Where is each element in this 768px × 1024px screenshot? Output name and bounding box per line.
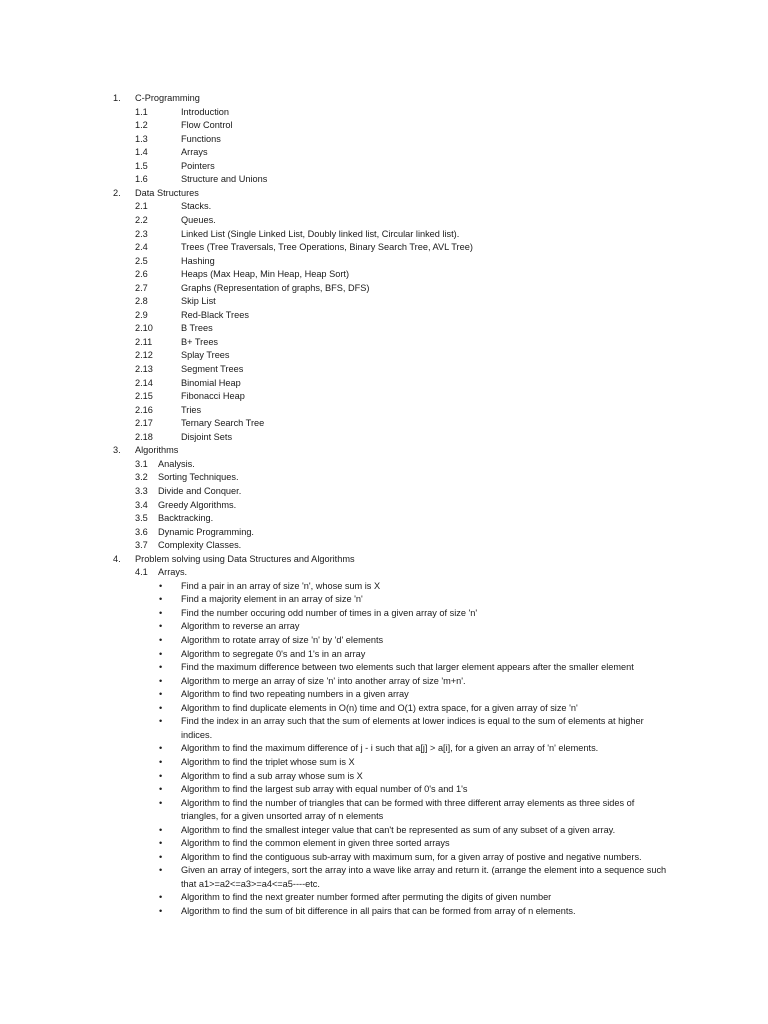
problem-item xyxy=(0,864,768,878)
problem-item xyxy=(0,661,768,675)
subsection-number: 2.17 xyxy=(135,418,153,429)
problem-item xyxy=(0,783,768,797)
problem-text: Algorithm to find a sub array whose sum is X xyxy=(181,770,363,781)
subsection-number: 2.13 xyxy=(135,364,153,374)
subsection-label: Skip List xyxy=(181,296,216,307)
problem-item xyxy=(0,797,768,811)
subsection-label: Tries xyxy=(181,404,202,415)
problem-item xyxy=(0,620,768,634)
subsection-number: 1.2 xyxy=(135,120,148,131)
section-heading xyxy=(0,92,768,106)
subsection-item xyxy=(0,268,768,282)
subsection-item xyxy=(0,106,768,120)
subsection-number: 2.2 xyxy=(135,214,148,225)
subsection-label: Queues. xyxy=(181,214,216,225)
subsection-item xyxy=(0,255,768,269)
subsection-label: Stacks. xyxy=(181,201,212,212)
section-heading xyxy=(0,553,768,567)
bullet-icon: • xyxy=(159,906,163,916)
problem-text: indices. xyxy=(181,729,213,740)
bullet-icon: • xyxy=(159,662,163,673)
subsection-label: Ternary Search Tree xyxy=(181,418,265,429)
section-number: 4. xyxy=(113,553,121,564)
bullet-icon: • xyxy=(159,716,163,727)
subsection-number: 2.15 xyxy=(135,391,153,402)
subsection-label: Arrays. xyxy=(158,567,188,578)
problem-text: Algorithm to find two repeating numbers in a given array xyxy=(181,689,409,700)
subsection-number: 2.8 xyxy=(135,296,148,307)
subsection-number: 2.3 xyxy=(135,228,148,239)
section-number: 2. xyxy=(113,187,121,198)
bullet-icon: • xyxy=(159,648,163,659)
problem-item xyxy=(0,891,768,905)
problem-text: Algorithm to merge an array of size 'n' into another array of size 'm+n'. xyxy=(181,675,466,686)
bullet-icon: • xyxy=(159,824,163,835)
problem-text: Algorithm to find the next greater number formed after permuting the digits of given number xyxy=(181,892,552,903)
subsection-item xyxy=(0,485,768,499)
subsection-number: 3.2 xyxy=(135,472,148,483)
bullet-icon: • xyxy=(159,797,163,808)
problem-text: Algorithm to rotate array of size 'n' by 'd' elements xyxy=(181,635,384,645)
subsection-label: Hashing xyxy=(181,255,215,266)
bullet-icon: • xyxy=(159,580,163,591)
subsection-item xyxy=(0,336,768,350)
subsection-label: Analysis. xyxy=(158,458,195,469)
subsection-label: Arrays xyxy=(181,147,208,158)
subsection-item xyxy=(0,146,768,160)
subsection-number: 2.16 xyxy=(135,404,153,415)
problem-item xyxy=(0,742,768,756)
subsection-label: Fibonacci Heap xyxy=(181,391,245,402)
subsection-item xyxy=(0,173,768,187)
subsection-label: Splay Trees xyxy=(181,350,230,361)
subsection-number: 3.1 xyxy=(135,458,148,469)
problem-item xyxy=(0,607,768,621)
subsection-item xyxy=(0,160,768,174)
subsection-label: B+ Trees xyxy=(181,336,219,347)
subsection-item xyxy=(0,512,768,526)
subsection-number: 2.9 xyxy=(135,309,148,320)
subsection-label: Flow Control xyxy=(181,120,233,131)
subsection-label: Functions xyxy=(181,133,221,144)
problem-text: Find a majority element in an array of size 'n' xyxy=(181,594,363,605)
problem-text: Algorithm to find the number of triangles that can be formed with three different array elements as three sides of xyxy=(181,797,635,808)
problem-item xyxy=(0,905,768,919)
problem-text: Find the maximum difference between two elements such that larger element appears after the smaller element xyxy=(181,662,634,673)
subsection-number: 2.12 xyxy=(135,350,153,361)
problem-item xyxy=(0,756,768,770)
section-heading xyxy=(0,444,768,458)
subsection-number: 2.5 xyxy=(135,255,148,266)
subsection-label: Trees (Tree Traversals, Tree Operations, Binary Search Tree, AVL Tree) xyxy=(181,242,473,253)
subsection-item xyxy=(0,241,768,255)
bullet-icon: • xyxy=(159,689,163,700)
section-title: C-Programming xyxy=(135,93,200,103)
subsection-label: Red-Black Trees xyxy=(181,309,249,320)
problem-text: triangles, for a given unsorted array of n elements xyxy=(181,811,384,822)
subsection-number: 1.1 xyxy=(135,106,148,117)
problem-item xyxy=(0,675,768,689)
bullet-icon: • xyxy=(159,865,163,876)
subsection-number: 1.4 xyxy=(135,147,148,158)
problem-item xyxy=(0,824,768,838)
subsection-number: 1.6 xyxy=(135,174,148,185)
bullet-icon: • xyxy=(159,594,163,605)
section-heading xyxy=(0,187,768,201)
subsection-item xyxy=(0,471,768,485)
bullet-icon: • xyxy=(159,770,163,781)
subsection-item xyxy=(0,431,768,445)
subsection-item xyxy=(0,200,768,214)
subsection-label: Greedy Algorithms. xyxy=(158,499,237,510)
subsection-item xyxy=(0,566,768,580)
bullet-icon: • xyxy=(159,635,163,645)
problem-item-continuation xyxy=(0,729,768,743)
problem-text: Algorithm to find the sum of bit difference in all pairs that can be formed from array of n elements. xyxy=(181,906,576,916)
subsection-number: 3.3 xyxy=(135,485,148,496)
problem-text: Find a pair in an array of size 'n', whose sum is X xyxy=(181,580,381,591)
problem-text: Algorithm to find the largest sub array with equal number of 0's and 1's xyxy=(181,784,468,795)
subsection-number: 1.3 xyxy=(135,133,148,144)
problem-item xyxy=(0,715,768,729)
subsection-number: 2.14 xyxy=(135,377,153,388)
subsection-item xyxy=(0,119,768,133)
problem-item-continuation xyxy=(0,810,768,824)
subsection-item xyxy=(0,309,768,323)
subsection-number: 2.11 xyxy=(135,336,153,347)
problem-item xyxy=(0,580,768,594)
subsection-item xyxy=(0,363,768,377)
problem-text: Algorithm to segregate 0's and 1's in an array xyxy=(181,648,366,659)
subsection-item xyxy=(0,526,768,540)
problem-item xyxy=(0,770,768,784)
subsection-label: Divide and Conquer. xyxy=(158,485,242,496)
section-title: Algorithms xyxy=(135,445,179,456)
subsection-label: Heaps (Max Heap, Min Heap, Heap Sort) xyxy=(181,269,349,280)
problem-text: Algorithm to find the triplet whose sum is X xyxy=(181,756,355,767)
subsection-number: 3.6 xyxy=(135,526,148,537)
subsection-label: Pointers xyxy=(181,160,215,171)
subsection-item xyxy=(0,349,768,363)
problem-text: Algorithm to reverse an array xyxy=(181,621,300,632)
problem-item xyxy=(0,702,768,716)
subsection-item xyxy=(0,539,768,553)
subsection-number: 1.5 xyxy=(135,160,148,171)
subsection-item xyxy=(0,404,768,418)
subsection-number: 3.4 xyxy=(135,499,148,510)
problem-item xyxy=(0,851,768,865)
problem-item xyxy=(0,837,768,851)
section-title: Problem solving using Data Structures and Algorithms xyxy=(135,553,355,564)
problem-item xyxy=(0,593,768,607)
subsection-label: Structure and Unions xyxy=(181,174,268,185)
bullet-icon: • xyxy=(159,702,163,713)
subsection-item xyxy=(0,458,768,472)
bullet-icon: • xyxy=(159,892,163,903)
subsection-label: Graphs (Representation of graphs, BFS, DFS) xyxy=(181,282,370,293)
problem-text: that a1>=a2<=a3>=a4<=a5----etc. xyxy=(181,878,320,889)
problem-text: Algorithm to find the common element in given three sorted arrays xyxy=(181,838,450,849)
bullet-icon: • xyxy=(159,838,163,849)
subsection-item xyxy=(0,499,768,513)
subsection-label: Introduction xyxy=(181,106,230,117)
bullet-icon: • xyxy=(159,607,163,618)
problem-text: Algorithm to find duplicate elements in O(n) time and O(1) extra space, for a given array of size 'n' xyxy=(181,702,578,713)
subsection-number: 3.7 xyxy=(135,540,148,551)
subsection-item xyxy=(0,228,768,242)
bullet-icon: • xyxy=(159,743,163,754)
subsection-number: 2.18 xyxy=(135,431,153,442)
bullet-icon: • xyxy=(159,756,163,767)
subsection-label: Binomial Heap xyxy=(181,377,241,388)
subsection-label: Dynamic Programming. xyxy=(158,526,254,537)
subsection-number: 4.1 xyxy=(135,567,148,578)
problem-text: Find the index in an array such that the sum of elements at lower indices is equal to the sum of elements at higher xyxy=(181,716,644,727)
subsection-number: 2.1 xyxy=(135,201,148,212)
subsection-item xyxy=(0,377,768,391)
problem-item xyxy=(0,688,768,702)
subsection-number: 2.7 xyxy=(135,282,148,293)
subsection-number: 2.6 xyxy=(135,269,148,280)
subsection-item xyxy=(0,133,768,147)
bullet-icon: • xyxy=(159,851,163,862)
problem-text: Find the number occuring odd number of times in a given array of size 'n' xyxy=(181,607,478,618)
section-title: Data Structures xyxy=(135,187,199,198)
subsection-label: Backtracking. xyxy=(158,513,214,524)
subsection-item xyxy=(0,390,768,404)
bullet-icon: • xyxy=(159,675,163,686)
subsection-item xyxy=(0,214,768,228)
subsection-label: Disjoint Sets xyxy=(181,431,233,442)
subsection-item xyxy=(0,295,768,309)
subsection-number: 2.4 xyxy=(135,242,148,253)
problem-item xyxy=(0,648,768,662)
problem-item xyxy=(0,634,768,648)
section-number: 3. xyxy=(113,445,121,456)
problem-text: Algorithm to find the maximum difference of j - i such that a[j] > a[i], for a given an array of 'n' elements. xyxy=(181,743,599,754)
problem-text: Algorithm to find the contiguous sub-array with maximum sum, for a given array of postive and negative numbers. xyxy=(181,851,642,862)
bullet-icon: • xyxy=(159,784,163,795)
problem-text: Given an array of integers, sort the array into a wave like array and return it. (arrange the element into a sequence such xyxy=(181,865,667,876)
subsection-label: Complexity Classes. xyxy=(158,540,242,551)
subsection-number: 2.10 xyxy=(135,323,153,334)
subsection-label: B Trees xyxy=(181,323,213,334)
problem-item-continuation xyxy=(0,878,768,892)
subsection-item xyxy=(0,322,768,336)
subsection-number: 3.5 xyxy=(135,513,148,524)
section-number: 1. xyxy=(113,93,121,103)
subsection-label: Sorting Techniques. xyxy=(158,472,239,483)
subsection-item xyxy=(0,417,768,431)
subsection-label: Linked List (Single Linked List, Doubly linked list, Circular linked list). xyxy=(181,228,460,239)
subsection-label: Segment Trees xyxy=(181,364,244,374)
problem-text: Algorithm to find the smallest integer value that can't be represented as sum of any subset of a given array. xyxy=(181,824,616,835)
subsection-item xyxy=(0,282,768,296)
bullet-icon: • xyxy=(159,621,163,632)
